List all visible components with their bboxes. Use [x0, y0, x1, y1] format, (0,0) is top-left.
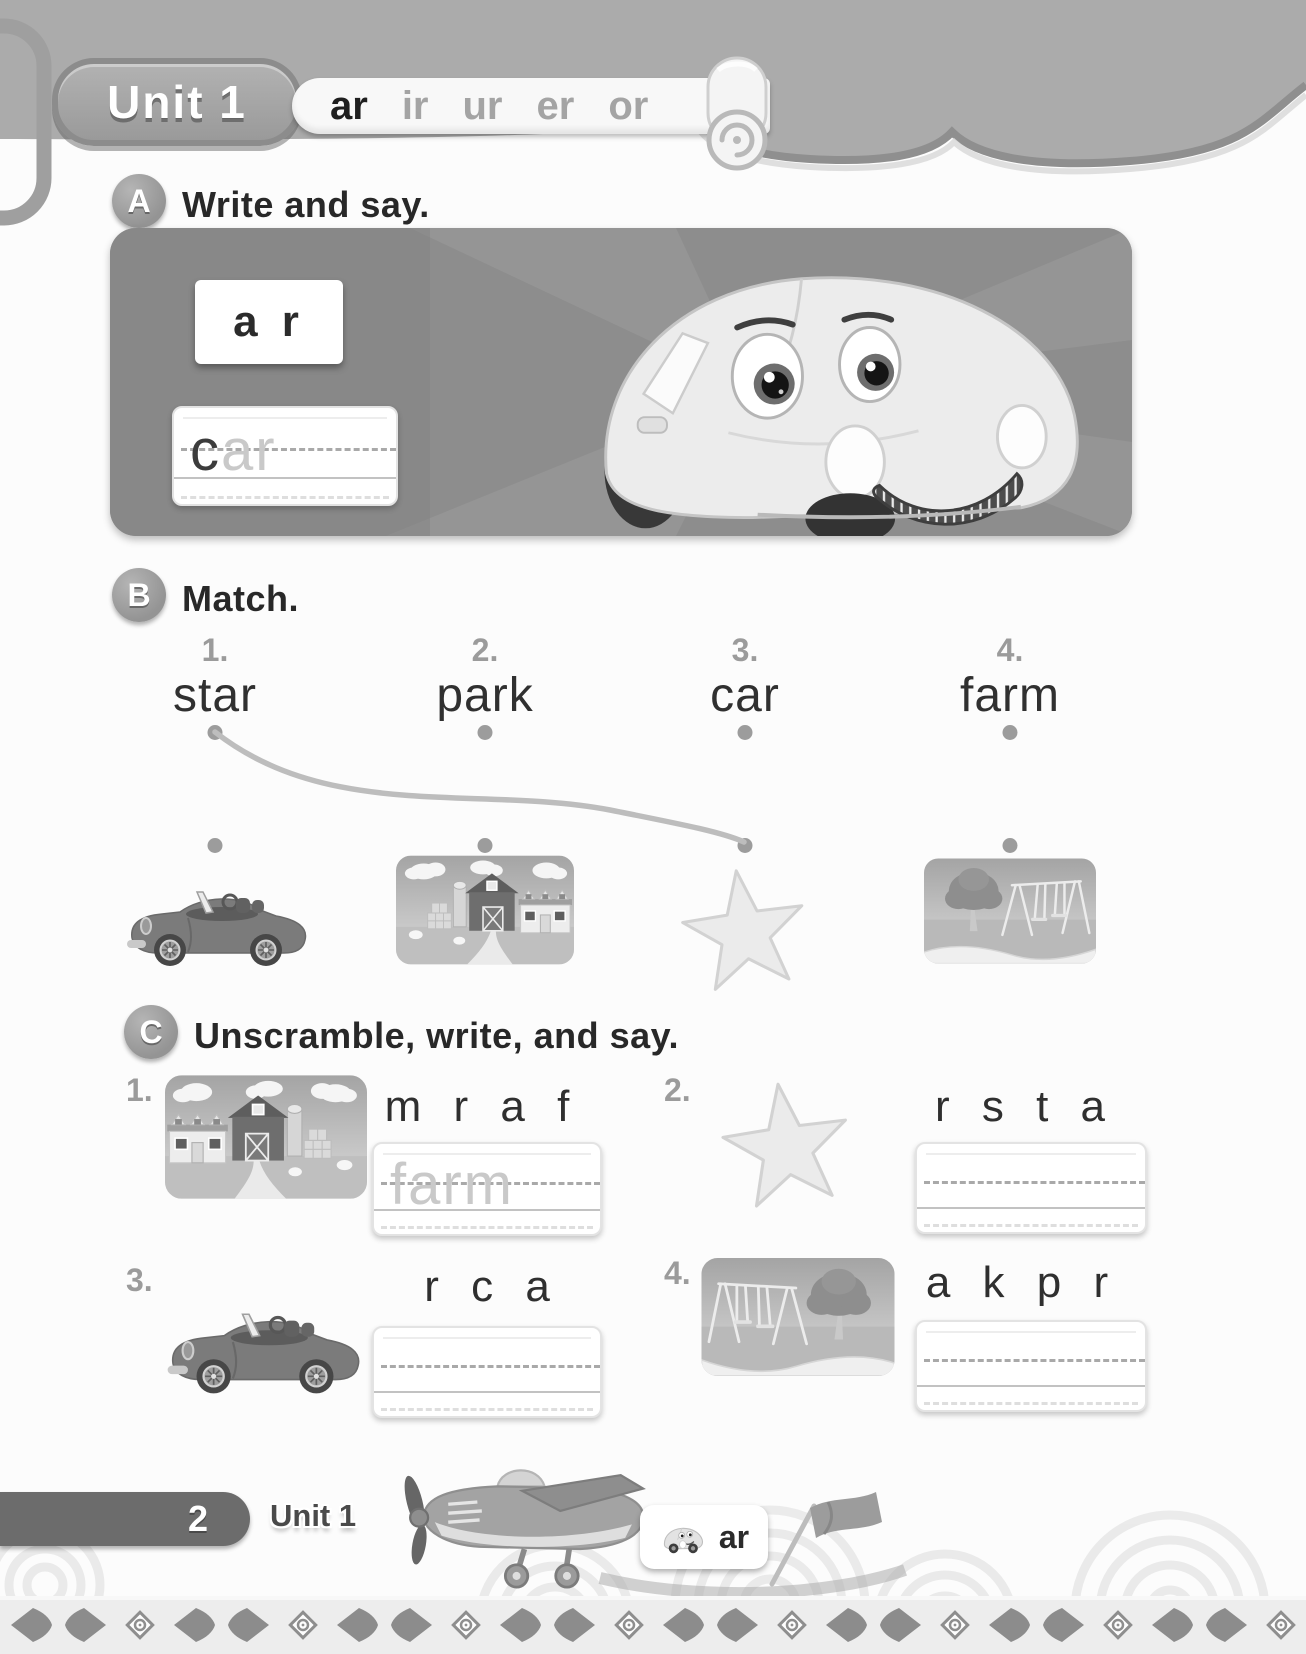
scroll-roll-icon — [688, 52, 800, 174]
unit-badge-label: Unit 1 — [107, 76, 247, 128]
unscramble-picture-car — [158, 1282, 372, 1400]
unscramble-picture-farm — [165, 1075, 367, 1199]
sound-card — [195, 280, 343, 364]
section-a-panel — [110, 228, 1132, 536]
guide-line-dashed — [924, 1359, 1145, 1362]
guide-line-dashed — [381, 1365, 600, 1368]
match-number-3: 3. — [731, 632, 759, 668]
guide-line-base — [917, 1385, 1145, 1387]
scrambled-letters-1: m r a f — [384, 1082, 580, 1131]
writing-line-3[interactable] — [372, 1326, 602, 1418]
unscramble-picture-star — [712, 1068, 862, 1218]
traced-answer-1 — [390, 1146, 514, 1224]
unit-badge — [52, 58, 302, 146]
unscramble-number-4: 4. — [664, 1255, 691, 1291]
section-b-badge-letter: B — [127, 576, 151, 613]
match-number-1: 1. — [201, 632, 229, 668]
bottom-border-pattern — [0, 1596, 1306, 1654]
writing-line-2[interactable] — [915, 1142, 1147, 1234]
guide-line-base — [374, 1391, 600, 1393]
writing-line-4[interactable] — [915, 1320, 1147, 1412]
match-line — [150, 700, 850, 880]
match-word-farm: farm — [960, 669, 1060, 722]
section-a-title: Write and say. — [182, 184, 430, 225]
sound-card-label: a r — [233, 297, 305, 346]
phonics-tab-ur[interactable]: ur — [462, 84, 503, 128]
picture-dot-park[interactable] — [1003, 838, 1018, 853]
section-c-badge — [124, 1005, 178, 1059]
guide-line-dashed-bottom — [381, 1408, 593, 1411]
guide-line-dashed-bottom — [381, 1226, 593, 1229]
scrambled-letters-2: r s t a — [934, 1082, 1116, 1131]
page-number-pill — [0, 1492, 250, 1546]
section-a-badge — [112, 174, 166, 228]
guide-line-top — [926, 1331, 1136, 1333]
word-dot-farm[interactable] — [1003, 725, 1018, 740]
unscramble-number-2: 2. — [664, 1072, 691, 1108]
banner-card — [640, 1505, 768, 1569]
picture-car-illustration[interactable] — [118, 862, 318, 972]
writing-line-1[interactable] — [372, 1142, 602, 1236]
guide-line-dashed-bottom — [181, 496, 390, 499]
section-b-badge — [112, 568, 166, 622]
scrambled-letters-4: a k p r — [925, 1258, 1119, 1307]
guide-line-dashed-bottom — [924, 1402, 1138, 1405]
guide-line-top — [383, 1337, 591, 1339]
guide-line-base — [917, 1207, 1145, 1209]
section-a-badge-letter: A — [127, 182, 151, 219]
match-word-park: park — [436, 669, 534, 722]
unscramble-number-1: 1. — [126, 1072, 153, 1108]
match-number-2: 2. — [471, 632, 499, 668]
banner-label: ar — [718, 1518, 750, 1555]
picture-star-illustration[interactable] — [672, 858, 818, 998]
section-c-title: Unscramble, write, and say. — [194, 1015, 680, 1056]
written-letter: c — [190, 418, 221, 483]
guide-line-dashed-bottom — [924, 1224, 1138, 1227]
phonics-tab-ir[interactable]: ir — [401, 84, 429, 128]
traced-word-car — [190, 412, 277, 490]
unit-footer-label: Unit 1 — [270, 1498, 357, 1533]
match-word-star: star — [172, 669, 258, 722]
guide-line-dashed — [924, 1181, 1145, 1184]
phonics-tab-er[interactable]: er — [536, 84, 575, 128]
unscramble-picture-park — [700, 1258, 896, 1376]
trace-writing-line-a[interactable] — [172, 406, 398, 506]
page-number: 2 — [187, 1498, 208, 1539]
ghost-letters: farm — [390, 1152, 514, 1217]
match-number-4: 4. — [996, 632, 1024, 668]
big-car-illustration — [528, 230, 1114, 536]
picture-farm-illustration[interactable] — [396, 855, 574, 965]
match-word-car: car — [710, 669, 780, 722]
unscramble-number-3: 3. — [126, 1262, 153, 1298]
banner-mini-car-illustration — [659, 1519, 713, 1555]
ghost-letters: ar — [221, 418, 277, 483]
phonics-tab-or[interactable]: or — [608, 84, 649, 128]
phonics-tab-ar[interactable]: ar — [330, 84, 368, 128]
scrambled-letters-3: r c a — [424, 1262, 560, 1311]
section-c-badge-letter: C — [139, 1013, 163, 1050]
guide-line-top — [926, 1153, 1136, 1155]
picture-park-illustration[interactable] — [924, 858, 1096, 964]
section-b-title: Match. — [182, 578, 300, 619]
